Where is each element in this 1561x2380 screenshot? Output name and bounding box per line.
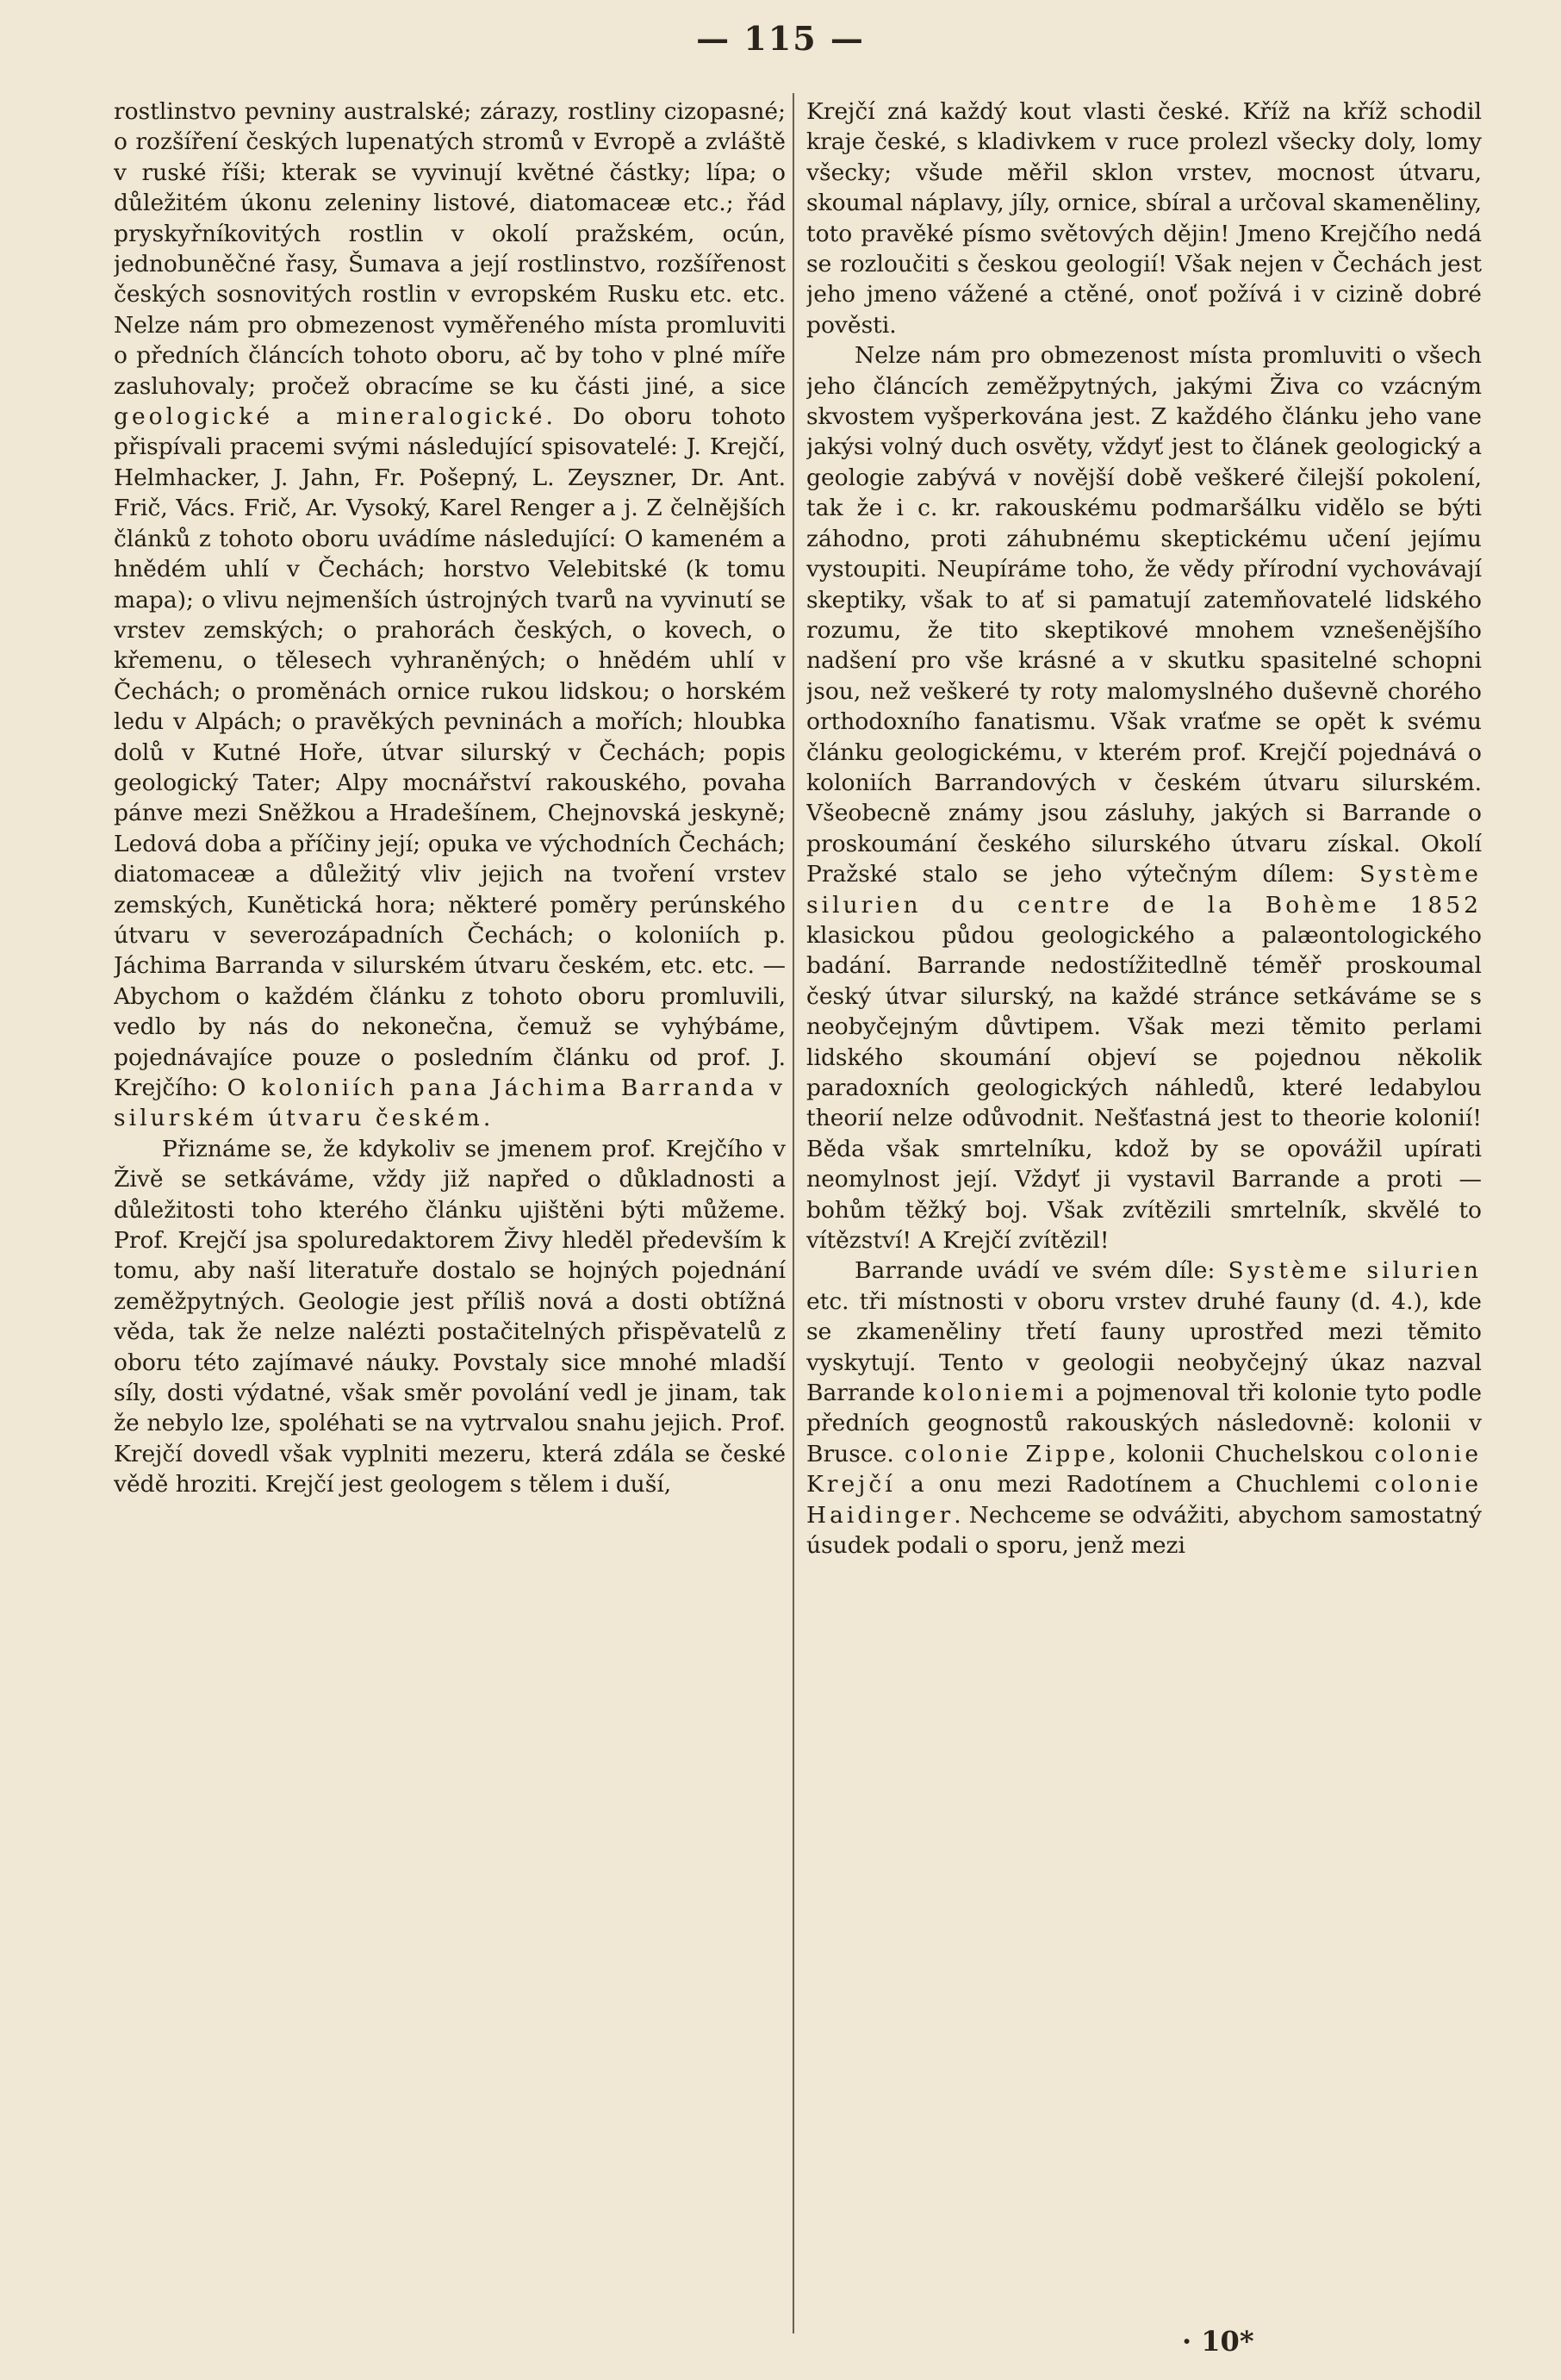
- paragraph: [806, 97, 1482, 340]
- signature-mark: · 10*: [1182, 2325, 1254, 2358]
- paragraph-text: Krejčí zná každý kout vlasti české. Kříž na kříž schodil kraje české, s kladivkem v ruce prolezl všecky doly, lomy všecky; všude měřil sklon vrstev, mocnost útvaru, skoumal náplavy, jíly, ornice, sbíral a určoval skameněliny, toto pravěké písmo světových dějin! Jmeno Krejčího nedá se rozloučiti s českou geologií! Však nejen v Čechách jest jeho jmeno vážené a ctěné, onoť požívá i v cizině dobré pověsti.: [806, 98, 1482, 339]
- paragraph-text: rostlinstvo pevniny australské; zárazy, rostliny cizopasné; o rozšíření českých lupenatých stromů v Evropě a zvláště v ruské říši; kterak se vyvinují květné částky; lípa; o důležitém úkonu zeleniny listové, diatomaceæ etc.; řád pryskyřníkovitých rostlin v okolí pražském, ocún, jednobuněčné řasy, Šumava a její rostlinstvo, rozšířenost českých sosnovitých rostlin v evropském Rusku etc. etc. Nelze nám pro obmezenost vyměřeného místa promluviti o předních článcích tohoto oboru, ač by toho v plné míře zasluhovaly; pročež obracíme se ku části jiné, a sice: [114, 98, 786, 400]
- paragraph-text: a onu mezi Radotínem a Chuchlemi: [895, 1471, 1375, 1498]
- column-divider: [793, 93, 794, 2333]
- spaced-emphasis-text: colonie Haidinger: [806, 1471, 1482, 1529]
- paragraph-text: Přiznáme se, že kdykoliv se jmenem prof. Krejčího v Živě se setkáváme, vždy již napřed o důkladnosti a důležitosti toho kterého článku ujištěni býti můžeme. Prof. Krejčí jsa spoluredaktorem Živy hleděl především k tomu, aby naší literatuře dostalo se hojných pojednání zeměžpytných. Geologie jest příliš nová a dosti obtížná věda, tak že nelze nalézti postačitelných přispěvatelů z oboru této zajímavé náuky. Povstaly sice mnohé mladší síly, dosti výdatné, však směr povolání vedl je jinam, tak že nebylo lze, spoléhati se na vytrvalou snahu jejich. Prof. Krejčí dovedl však vyplniti mezeru, která zdála se české vědě hroziti. Krejčí jest geologem s tělem i duší,: [114, 1135, 786, 1498]
- paragraph-text: klasickou půdou geologického a palæontologického badání. Barrande nedostížitedlně téměř proskoumal český útvar silurský, na každé stránce setkáváme se s neobyčejným důvtipem. Však mezi těmito perlami lidského skoumání objeví se pojednou několik paradoxních geologických náhledů, které ledabylou theorií nelze odůvodnit. Nešťastná jest to theorie kolonií! Běda však smrtelníku, kdož by se opovážil upírati neomylnost její. Vždyť ji vystavil Barrande a proti — bohům těžký boj. Však zvítězili smrtelník, skvělé to vítězství! A Krejčí zvítězil!: [806, 921, 1482, 1255]
- spaced-emphasis-text: Système silurien du centre de la Bohème 1852: [806, 861, 1482, 919]
- paragraph-text: etc. tři místnosti v oboru vrstev druhé fauny (d. 4.), kde se zkameněliny třetí fauny uprostřed mezi těmito vyskytují. Tento v geologii neobyčejný úkaz nazval Barrande: [806, 1287, 1482, 1407]
- page-number: — 115 —: [696, 19, 865, 58]
- paragraph-text: Nelze nám pro obmezenost místa promluviti o všech jeho článcích zeměžpytných, jakými Živa co vzácným skvostem vyšperkována jest. Z každého článku jeho vane jakýsi volný duch osvěty, vždyť jest to článek geologický a geologie zabývá v novější době veškeré čilejší pokolení, tak že i c. kr. rakouskému podmaršálku vidělo se býti záhodno, proti záhubnému skeptickému učení jejímu vystoupiti. Neupíráme toho, že vědy přírodní vychovávají skeptiky, však to ať si pamatují zatemňovatelé lidského rozumu, že tito skeptikové mnohem vznešenějšího nadšení pro vše krásné a v skutku spasitelné schopni jsou, než veškeré ty roty malomyslného duševně chorého orthodoxního fanatismu. Však vraťme se opět k svému článku geologickému, v kterém prof. Krejčí pojednává o koloniích Barrandových v českém útvaru silurském. Všeobecně známy jsou zásluhy, jakých si Barrande o proskoumání českého silurského útvaru získal. Okolí Pražské stalo se jeho výtečným dílem:: [806, 342, 1482, 888]
- spaced-emphasis-text: O koloniích pana Jáchima Barranda v silurském útvaru českém: [114, 1075, 786, 1132]
- paragraph-text: .: [482, 1105, 491, 1132]
- paragraph: [806, 340, 1482, 1255]
- paragraph-text: a pojmenoval tři kolonie tyto podle předních geognostů rakouských následovně: kolonii v Brusce.: [806, 1380, 1482, 1467]
- spaced-emphasis-text: geologické a mineralogické: [114, 403, 546, 431]
- spaced-emphasis-text: Système silurien: [1228, 1257, 1482, 1285]
- right-text-column: [806, 97, 1482, 2328]
- left-text-column: [114, 97, 786, 2328]
- paragraph: [114, 97, 786, 1134]
- paragraph-text: . Do oboru tohoto přispívali pracemi svými následující spisovatelé: J. Krejčí, Helmhacker, J. Jahn, Fr. Pošepný, L. Zeyszner, Dr. Ant. Frič, Vács. Frič, Ar. Vysoký, Karel Renger a j. Z čelnějších článků z tohoto oboru uvádíme následující: O kameném a hnědém uhlí v Čechách; horstvo Velebitské (k tomu mapa); o vlivu nejmenších ústrojných tvarů na vyvinutí se vrstev zemských; o prahorách českých, o kovech, o křemenu, o tělesech vyhraněných; o hnědém uhlí v Čechách; o proměnách ornice rukou lidskou; o horském ledu v Alpách; o pravěkých pevninách a mořích; hloubka dolů v Kutné Hoře, útvar silurský v Čechách; popis geologický Tater; Alpy mocnářství rakouského, povaha pánve mezi Sněžkou a Hradešínem, Chejnovská jeskyně; Ledová doba a příčiny její; opuka ve východních Čechách; diatomaceæ a důležitý vliv jejich na tvoření vrstev zemských, Kunětická hora; některé poměry perúnského útvaru v severozápadních Čechách; o koloniích p. Jáchima Barranda v silurském útvaru českém, etc. etc. — Abychom o každém článku z tohoto oboru promluvili, vedlo by nás do nekonečna, čemuž se vyhýbáme, pojednávajíce pouze o posledním článku od prof. J. Krejčího:: [114, 403, 786, 1101]
- paragraph: [806, 1255, 1482, 1561]
- spaced-emphasis-text: colonie Krejčí: [806, 1440, 1482, 1498]
- paragraph-text: , kolonii Chuchelskou: [1109, 1440, 1375, 1467]
- paragraph-text: . Nechceme se odvážiti, abychom samostatný úsudek podali o sporu, jenž mezi: [806, 1501, 1482, 1560]
- paragraph: [114, 1134, 786, 1500]
- spaced-emphasis-text: colonie Zippe: [904, 1440, 1110, 1467]
- paragraph-text: Barrande uvádí ve svém díle:: [855, 1257, 1228, 1285]
- spaced-emphasis-text: koloniemi: [923, 1380, 1067, 1407]
